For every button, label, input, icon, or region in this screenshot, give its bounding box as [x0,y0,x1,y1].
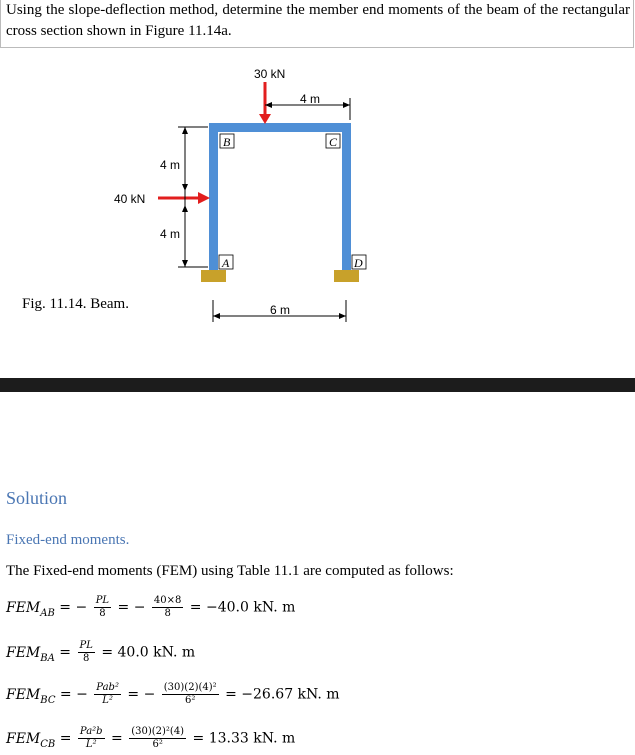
eq-lhs: $FEM_{BA}$ [6,644,55,664]
column-cd [342,123,351,270]
dim-bottom-label: 6 m [270,303,291,317]
eq-result: 13.33 kN. m [208,730,296,747]
eq-result: −26.67 kN. m [241,686,340,703]
support-a [201,270,226,282]
fraction: $\frac{PL}{8}$ [79,640,93,664]
load-top-label: 30 kN [254,67,286,81]
eq-lhs: $FEM_{AB}$ [6,599,55,619]
fraction: $\frac{\text{Pa²b}}{\text{L²}}$ [79,726,103,750]
frame-figure [100,60,380,330]
fraction: $\frac{\text{(30)(2)(4)²}}{\text{6²}}$ [163,682,217,706]
load-side-label: 40 kN [114,192,146,206]
section-divider [0,378,635,392]
eq-lhs: $FEM_{CB}$ [6,730,56,750]
fraction: $\frac{\text{Pab²}}{\text{L²}}$ [96,682,119,706]
problem-statement: Using the slope-deflection method, determine the member end moments of the beam of the rectangular cross section shown in Figure 11.14a. [6,2,630,39]
node-b-label: B [223,135,231,149]
column-ab [209,123,218,270]
equation-fem-bc: $FEM_{BC}$ = − $\frac{\text{Pab²}}{\text{L²}}$ = − $\frac{\text{(30)(2)(4)²}}{\text{6²}}$ = −26.67 kN. m [6,682,340,706]
dim-top-label: 4 m [300,92,321,106]
figure-caption: Fig. 11.14. Beam. [22,296,129,312]
eq-result: 40.0 kN. m [117,644,196,661]
fem-intro: The Fixed-end moments (FEM) using Table 11.1 are computed as follows: [6,563,454,579]
eq-lhs: $FEM_{BC}$ [6,686,56,706]
equation-fem-ba: $FEM_{BA}$ = $\frac{PL}{8}$ = 40.0 kN. m [6,640,196,664]
solution-heading: Solution [6,488,68,508]
node-a-label: A [222,256,230,270]
fraction: $\frac{40\times 8}{8}$ [153,595,182,619]
fraction: $\frac{PL}{8}$ [95,595,110,619]
dim-left-lower-label: 4 m [160,227,181,241]
node-d-label: D [354,256,363,270]
dim-left-upper-label: 4 m [160,158,181,172]
equation-fem-ab: $FEM_{AB}$ = − $\frac{PL}{8}$ = − $\frac{40\times 8}{8}$ = −40.0 kN. m [6,595,296,619]
load-arrow-right [198,192,210,204]
equation-fem-cb: $FEM_{CB}$ = $\frac{\text{Pa²b}}{\text{L²}}$ = $\frac{\text{(30)(2)²(4)}}{\text{6²}}$ = 13.33 kN. m [6,726,296,750]
beam-bc [209,123,351,132]
fraction: $\frac{\text{(30)(2)²(4)}}{\text{6²}}$ [131,726,185,750]
eq-result: −40.0 kN. m [206,599,296,616]
support-d [334,270,359,282]
fem-subheading: Fixed-end moments. [6,532,130,548]
node-c-label: C [329,135,338,149]
load-arrow-down [259,114,271,124]
